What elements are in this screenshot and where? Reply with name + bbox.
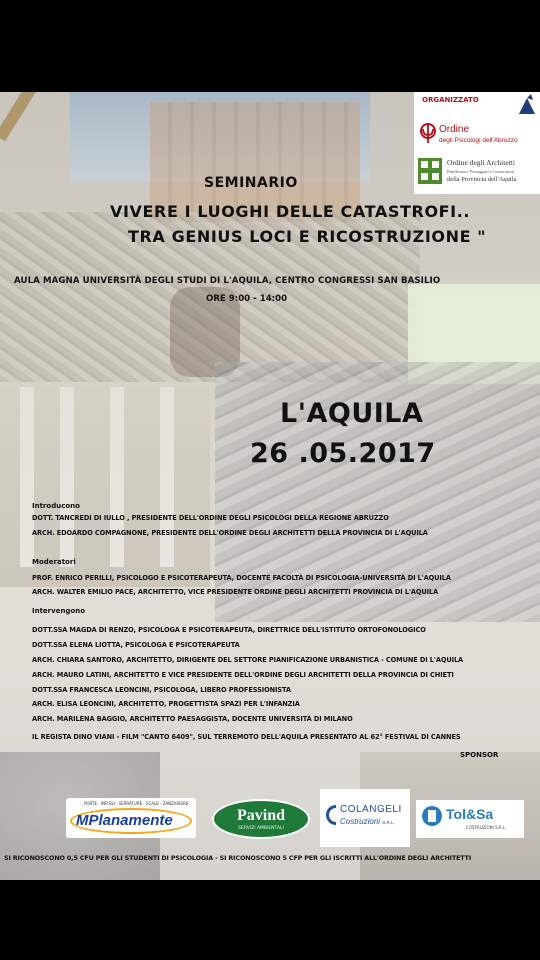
organizer-box bbox=[414, 92, 540, 194]
intervengono-speaker: ARCH. MARILENA BAGGIO, ARCHITETTO PAESAGGISTA, DOCENTE UNIVERSITÀ DI MILANO bbox=[32, 715, 353, 723]
moderatori-speaker: ARCH. WALTER EMILIO PACE, ARCHITETTO, VICE PRESIDENTE ORDINE DEGLI ARCHITETTI PROVINCIA DI L'AQUILA bbox=[32, 588, 439, 596]
moderatori-speaker: PROF. ENRICO PERILLI, PSICOLOGO E PSICOTERAPEUTA, DOCENTE FACOLTÀ DI PSICOLOGIA-UNIVERSITÀ DI L'AQUILA bbox=[32, 574, 451, 582]
event-city: L'AQUILA bbox=[280, 398, 424, 429]
psi-symbol-icon bbox=[418, 122, 438, 144]
introducono-speaker: ARCH. EDOARDO COMPAGNONE, PRESIDENTE DELL'ORDINE DEGLI ARCHITETTI DELLA PROVINCIA DI L'AQUILA bbox=[32, 529, 428, 537]
event-date: 26 .05.2017 bbox=[250, 438, 436, 469]
sponsor-heading: SPONSOR bbox=[460, 751, 499, 759]
architects-order-province: della Provincia dell'Aquila bbox=[447, 176, 517, 183]
intervengono-speaker: IL REGISTA DINO VIANI - FILM "CANTO 6409", SUL TERREMOTO DELL'AQUILA PRESENTATO AL 62° FESTIVAL DI CANNES bbox=[32, 733, 461, 741]
intervengono-speaker: DOTT.SSA ELENA LIOTTA, PSICOLOGA E PSICOTERAPEUTA bbox=[32, 641, 240, 649]
psi-order-subtitle: degli Psicologi dell'Abruzzo bbox=[439, 137, 518, 144]
introducono-speaker: DOTT. TANCREDI DI IULLO , PRESIDENTE DELL'ORDINE DEGLI PSICOLOGI DELLA REGIONE ABRUZZO bbox=[32, 514, 389, 522]
introducono-heading: Introducono bbox=[32, 502, 80, 510]
background-street-photo bbox=[0, 387, 210, 587]
tolsa-logo bbox=[416, 800, 524, 838]
colangeli-c-icon bbox=[326, 805, 336, 825]
event-venue: AULA MAGNA UNIVERSITÀ DEGLI STUDI DI L'AQUILA, CENTRO CONGRESSI SAN BASILIO bbox=[14, 276, 441, 286]
colangeli-subtitle: Costruzioni S.R.L. bbox=[340, 817, 395, 826]
planamente-name: MPlanamente bbox=[76, 812, 173, 829]
architects-grid-icon bbox=[418, 158, 442, 184]
credits-footer: SI RICONOSCONO 0,5 CFU PER GLI STUDENTI DI PSICOLOGIA - SI RICONOSCONO 5 CFP PER GLI ISCRITTI ALL'ORDINE DEGLI ARCHITETTI bbox=[4, 854, 472, 862]
pavind-subtitle: SERVIZI AMBIENTALI bbox=[238, 826, 284, 831]
architects-order-logo bbox=[417, 156, 537, 190]
pavind-name: Pavind bbox=[236, 807, 285, 824]
intervengono-speaker: DOTT.SSA MAGDA DI RENZO, PSICOLOGA E PSICOTERAPEUTA, DIRETTRICE DELL'ISTITUTO ORTOFONOLOGICO bbox=[32, 626, 426, 634]
event-title-line-2: TRA GENIUS LOCI E RICOSTRUZIONE " bbox=[128, 227, 487, 246]
colangeli-logo bbox=[320, 789, 410, 847]
intervengono-speaker: ARCH. CHIARA SANTORO, ARCHITETTO, DIRIGENTE DEL SETTORE PIANIFICAZIONE URBANISTICA - COMUNE DI L'AQUILA bbox=[32, 656, 464, 664]
abstract-logo-icon bbox=[517, 94, 537, 116]
tolsa-subtitle: COSTRUZIONI S.R.L. bbox=[466, 825, 507, 830]
architects-order-subtitle: Pianificatori, Paesaggisti e Conservatori bbox=[447, 169, 515, 174]
intervengono-speaker: ARCH. ELISA LEONCINI, ARCHITETTO, PROGETTISTA SPAZI PER L'INFANZIA bbox=[32, 700, 300, 708]
architects-order-title: Ordine degli Architetti bbox=[447, 158, 515, 167]
tolsa-name: Tol&Sa bbox=[446, 806, 494, 822]
event-title-line-1: VIVERE I LUOGHI DELLE CATASTROFI.. bbox=[110, 202, 471, 221]
intervengono-speaker: DOTT.SSA FRANCESCA LEONCINI, PSICOLOGA, LIBERO PROFESSIONISTA bbox=[32, 686, 291, 694]
event-type: SEMINARIO bbox=[204, 175, 298, 191]
psychologists-order-logo bbox=[417, 118, 535, 152]
event-hours: ORE 9:00 - 14:00 bbox=[206, 294, 288, 304]
planamente-logo bbox=[66, 798, 196, 838]
tolsa-building-icon bbox=[422, 806, 442, 826]
seminar-poster bbox=[0, 92, 540, 880]
moderatori-heading: Moderatori bbox=[32, 558, 76, 566]
planamente-tagline: PORTE · INFISSI · SERRATURE · SCALE · ZANZARIERE bbox=[84, 801, 189, 806]
organizer-label: ORGANIZZATO bbox=[422, 96, 479, 104]
colangeli-name: COLANGELI bbox=[340, 804, 402, 815]
intervengono-heading: Intervengono bbox=[32, 607, 86, 615]
intervengono-speaker: ARCH. MAURO LATINI, ARCHITETTO E VICE PRESIDENTE DELL'ORDINE DEGLI ARCHITETTI DELLA PROVINCIA DI CHIETI bbox=[32, 671, 454, 679]
pavind-logo bbox=[212, 799, 310, 839]
psi-order-title: Ordine bbox=[439, 124, 470, 135]
